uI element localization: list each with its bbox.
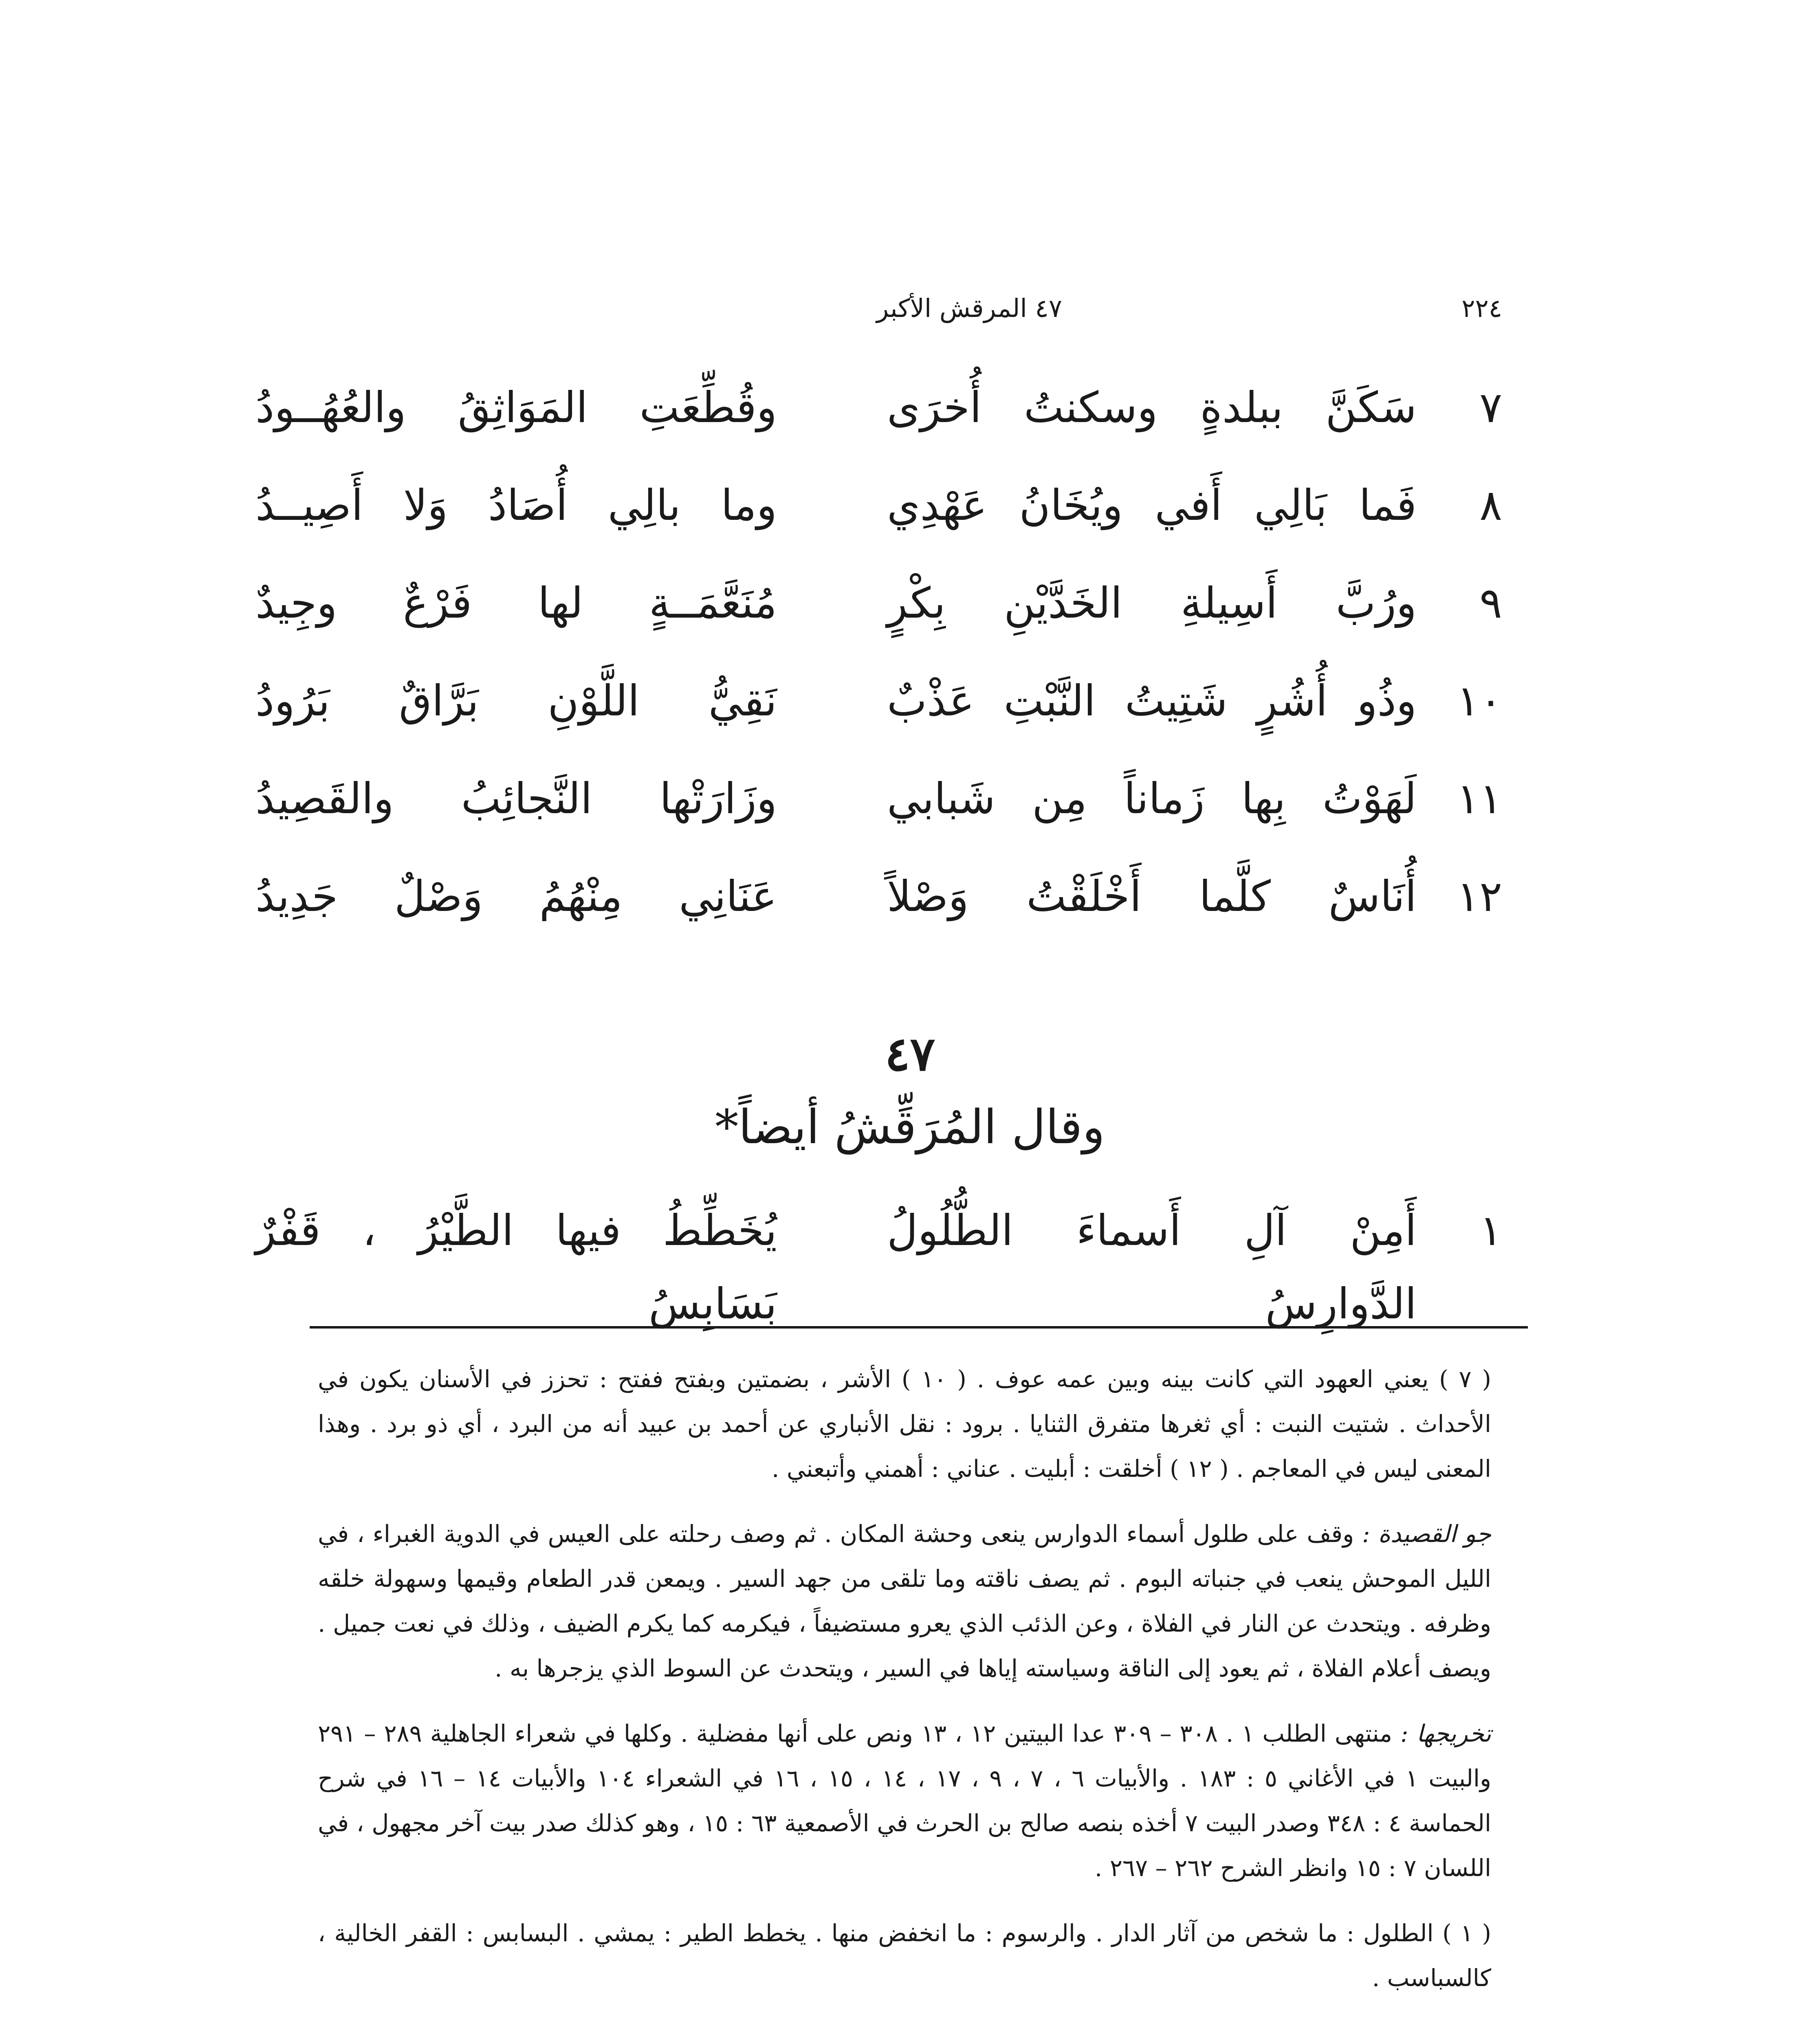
verse-number: ١ bbox=[1479, 1205, 1502, 1255]
verse-number: ١١ bbox=[1457, 774, 1502, 823]
verse-first-hemistich: وذُو أُشُرٍ شَتِيتُ النَّبْتِ عَذْبٌ bbox=[887, 676, 1417, 726]
footnote-sources bbox=[318, 1711, 1491, 1890]
verse-second-hemistich: عَنَانِي مِنْهُمُ وَصْلٌ جَدِيدُ bbox=[255, 871, 777, 921]
footnote-text: وقف على طلول أسماء الدوارس ينعى وحشة المكان . ثم وصف رحلته على العيس في الدوية الغبراء ، في الليل الموحش ينعب في جنباته البوم . ثم يصف ناقته وما تلقى من جهد السير . ويمعن قدر الطعام وقيمها وسهولة خلقه وظرفه . ويتحدث عن النار في الفلاة ، وعن الذئب الذي يعرو مستضيفاً ، فيكرمه كما يكرم الضيف ، وذلك في نعت جميل . ويصف أعلام الفلاة ، ثم يعود إلى الناقة وسياسته إياها في السير ، ويتحدث عن السوط الذي يزجرها به . bbox=[318, 1520, 1491, 1682]
verse-number: ١٢ bbox=[1457, 871, 1502, 921]
verse-line bbox=[0, 762, 1820, 860]
verse-second-hemistich: نَقِيُّ اللَّوْنِ بَرَّاقٌ بَرُودُ bbox=[255, 676, 777, 726]
page-number: ٢٢٤ bbox=[1461, 293, 1502, 323]
verse-first-hemistich: أَمِنْ آلِ أَسماءَ الطُّلُولُ الدَّوارِسُ bbox=[887, 1205, 1417, 1329]
verse-second-hemistich: وما بالِي أُصَادُ وَلا أَصِيــدُ bbox=[255, 480, 777, 530]
verse-line bbox=[0, 469, 1820, 566]
verse-first-hemistich: فَما بَالِي أَفي ويُخَانُ عَهْدِي bbox=[887, 480, 1417, 530]
verse-line bbox=[0, 1194, 1820, 1329]
footnotes bbox=[318, 1357, 1491, 2021]
poem-number: ٤٧ bbox=[885, 1027, 935, 1082]
running-head: ٤٧ المرقش الأكبر bbox=[876, 293, 1062, 323]
footnote-label: جو القصيدة : bbox=[1362, 1520, 1491, 1548]
page-header bbox=[0, 293, 1820, 338]
verse-line bbox=[0, 860, 1820, 957]
verse-first-hemistich: سَكَنَّ ببلدةٍ وسكنتُ أُخرَى bbox=[887, 383, 1417, 432]
verse-second-hemistich: وقُطِّعَتِ المَوَاثِقُ والعُهُــودُ bbox=[255, 383, 777, 432]
footnote-label: تخريجها : bbox=[1400, 1720, 1492, 1747]
footnote-text: منتهى الطلب ١ . ٣٠٨ – ٣٠٩ عدا البيتين ١٢ ، ١٣ ونص على أنها مفضلية . وكلها في شعراء الجاهلية ٢٨٩ – ٢٩١ والبيت ١ في الأغاني ٥ : ١٨٣ . والأبيات ٦ ، ٧ ، ٩ ، ١٧ ، ١٤ ، ١٥ ، ١٦ في الشعراء ١٠٤ والأبيات ١٤ – ١٦ في شرح الحماسة ٤ : ٣٤٨ وصدر البيت ٧ أخذه بنصه صالح بن الحرث في الأصمعية ٦٣ : ١٥ ، وهو كذلك صدر بيت آخر مجهول ، في اللسان ٧ : ١٥ وانظر الشرح ٢٦٢ – ٢٦٧ . bbox=[318, 1720, 1492, 1882]
verse-number: ٨ bbox=[1479, 480, 1502, 530]
footnote-previous-poem: ( ٧ ) يعني العهود التي كانت بينه وبين عمه عوف . ( ١٠ ) الأشر ، بضمتين وبفتح ففتح : تحزز في الأسنان يكون في الأحداث . شتيت النبت : أي ثغرها متفرق الثنايا . برود : نقل الأنباري عن أحمد بن عبيد أنه من البرد ، أي ذو برد . وهذا المعنى ليس في المعاجم . ( ١٢ ) أخلقت : أبليت . عناني : أهمني وأتبعني . bbox=[318, 1365, 1491, 1483]
verse-line bbox=[0, 566, 1820, 664]
verse-number: ٧ bbox=[1479, 383, 1502, 432]
verse-first-hemistich: لَهَوْتُ بِها زَماناً مِن شَبابي bbox=[887, 774, 1417, 823]
verse-line bbox=[0, 371, 1820, 469]
verse-number: ٩ bbox=[1479, 578, 1502, 628]
poem-title: وقال المُرَقِّشُ أيضاً* bbox=[715, 1100, 1105, 1155]
footnote-divider bbox=[310, 1326, 1528, 1329]
verse-first-hemistich: ورُبَّ أَسِيلةِ الخَدَّيْنِ بِكْرٍ bbox=[887, 578, 1417, 628]
footnote-verse-1: ( ١ ) الطلول : ما شخص من آثار الدار . والرسوم : ما انخفض منها . يخطط الطير : يمشي . البسابس : القفر الخالية ، كالسباسب . bbox=[318, 1919, 1491, 1992]
verse-second-hemistich: وزَارَتْها النَّجائِبُ والقَصِيدُ bbox=[255, 774, 777, 823]
previous-poem-verses bbox=[0, 371, 1820, 961]
verse-second-hemistich: يُخَطِّطُ فيها الطَّيْرُ ، قَفْرٌ بَسَابِسُ bbox=[255, 1205, 777, 1329]
footnote-poem-context bbox=[318, 1511, 1491, 1691]
verse-second-hemistich: مُنَعَّمَــةٍ لها فَرْعٌ وجِيدٌ bbox=[255, 578, 777, 628]
verse-line bbox=[0, 664, 1820, 762]
verse-first-hemistich: أُنَاسٌ كلَّما أَخْلَقْتُ وَصْلاً bbox=[887, 871, 1417, 921]
verse-number: ١٠ bbox=[1457, 676, 1502, 726]
